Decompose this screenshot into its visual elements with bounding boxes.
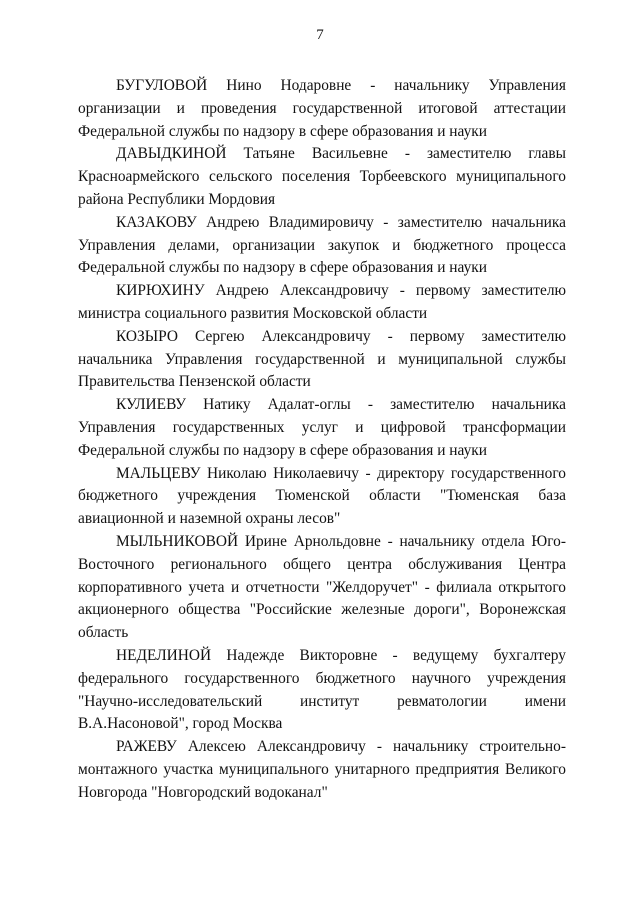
list-entry-maltsev: МАЛЬЦЕВУ Николаю Николаевичу - директору государственного бюджетного учреждения Тюменской области "Тюменская база авиационной и наземной охраны лесов" (78, 464, 566, 528)
list-entry-davydkina: ДАВЫДКИНОЙ Татьяне Васильевне - заместителю главы Красноармейского сельского поселения Торбеевского муниципального района Республики Мордовия (78, 145, 566, 208)
list-entry-kuliev: КУЛИЕВУ Натику Адалат-оглы - заместителю начальника Управления государственных услуг и цифровой трансформации Федеральной службы по надзору в сфере образования и науки (78, 396, 566, 459)
list-entry-mylnikova: МЫЛЬНИКОВОЙ Ирине Арнольдовне - начальнику отдела Юго-Восточного регионального общего центра обслуживания Центра корпоративного учета и отчетности "Желдоручет" - филиала открытого акционерного общества "Российские железные дороги", Воронежская область (78, 532, 566, 642)
list-entry-kazakov: КАЗАКОВУ Андрею Владимировичу - заместителю начальника Управления делами, организации закупок и бюджетного процесса Федеральной службы по надзору в сфере образования и науки (78, 213, 566, 277)
list-entry-nedelina: НЕДЕЛИНОЙ Надежде Викторовне - ведущему бухгалтеру федерального государственного бюджетного научного учреждения "Научно-исследовательский институт ревматологии имени В.А.Насоновой", город Москва (78, 646, 566, 733)
list-entry-razhev: РАЖЕВУ Алексею Александровичу - начальнику строительно-монтажного участка муниципального унитарного предприятия Великого Новгорода "Новгородский водоканал" (78, 738, 566, 801)
list-entry-kozyro: КОЗЫРО Сергею Александровичу - первому заместителю начальника Управления государственной и муниципальной службы Правительства Пензенской области (78, 327, 566, 391)
list-entry-kiryukhin: КИРЮХИНУ Андрею Александровичу - первому заместителю министра социального развития Московской области (78, 282, 566, 322)
list-entry-bugulova: БУГУЛОВОЙ Нино Нодаровне - начальнику Управления организации и проведения государственной итоговой аттестации Федеральной службы по надзору в сфере образования и науки (78, 77, 566, 140)
page-number: 7 (316, 27, 324, 43)
award-list (78, 75, 566, 805)
